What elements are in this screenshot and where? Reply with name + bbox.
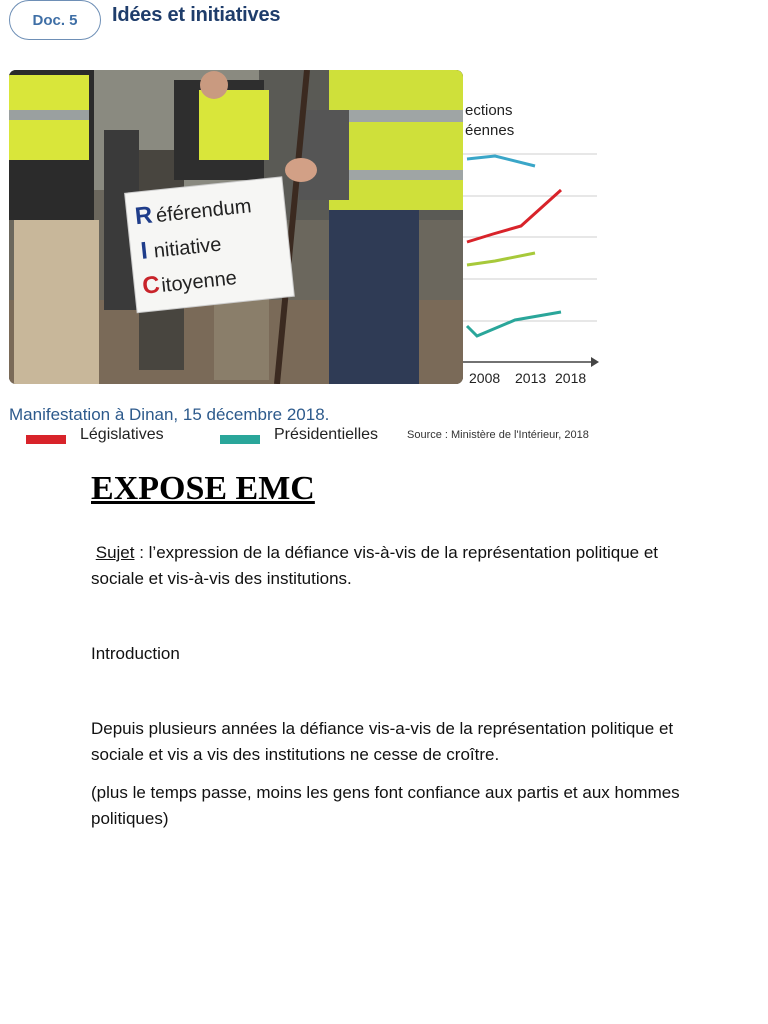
paragraph-1: Depuis plusieurs années la défiance vis-a-vis de la représentation politique et sociale et vis a vis des institutions ne cesse de croître. (91, 719, 674, 764)
doc-title: Idées et initiatives (112, 4, 281, 26)
chart-title-line-1: ections (465, 102, 513, 119)
intro-heading: Introduction (91, 644, 180, 663)
subject-paragraph (91, 540, 691, 592)
x-tick-label: 2018 (555, 370, 587, 386)
sign-line-3-rest: itoyenne (160, 267, 238, 297)
protest-photo (9, 70, 463, 384)
sign-line-2-initial: I (139, 237, 149, 265)
sign-line-2-rest: nitiative (152, 233, 223, 263)
series-line-blue (467, 156, 535, 166)
series-line-teal (467, 312, 561, 336)
chart-title-fragment (465, 101, 514, 141)
turnout-chart-fragment (463, 96, 613, 396)
chart-source: Source : Ministère de l'Intérieur, 2018 (407, 429, 589, 441)
sign-line-3-initial: C (141, 271, 162, 300)
legend-label-presidentielles: Présidentielles (274, 426, 379, 443)
protest-photo-illustration (9, 70, 463, 384)
chart-title-line-2: éennes (465, 122, 515, 139)
series-line-red (467, 190, 561, 242)
doc-badge: Doc. 5 (9, 0, 101, 40)
series-line-green (467, 253, 535, 265)
subject-label: Sujet (95, 543, 135, 562)
chart-legend (0, 426, 768, 444)
sign-line-1-initial: R (133, 201, 154, 231)
sign-line-1-rest: éférendum (155, 195, 253, 228)
legend-label-legislatives: Législatives (80, 426, 164, 443)
chart-lines (463, 96, 613, 396)
legend-swatch-presidentielles (220, 435, 260, 444)
legend-swatch-legislatives (26, 435, 66, 444)
x-axis-arrow (591, 357, 599, 367)
x-tick-label: 2013 (515, 370, 547, 386)
subject-text: : l’expression de la défiance vis-à-vis de la représentation politique et sociale et vis-à-vis des institutions. (91, 543, 658, 588)
x-tick-label: 2008 (469, 370, 501, 386)
paragraph-2: (plus le temps passe, moins les gens font confiance aux partis et aux hommes politiques) (91, 783, 680, 828)
photo-caption: Manifestation à Dinan, 15 décembre 2018. (9, 405, 330, 424)
document-title: EXPOSE EMC (91, 470, 315, 507)
